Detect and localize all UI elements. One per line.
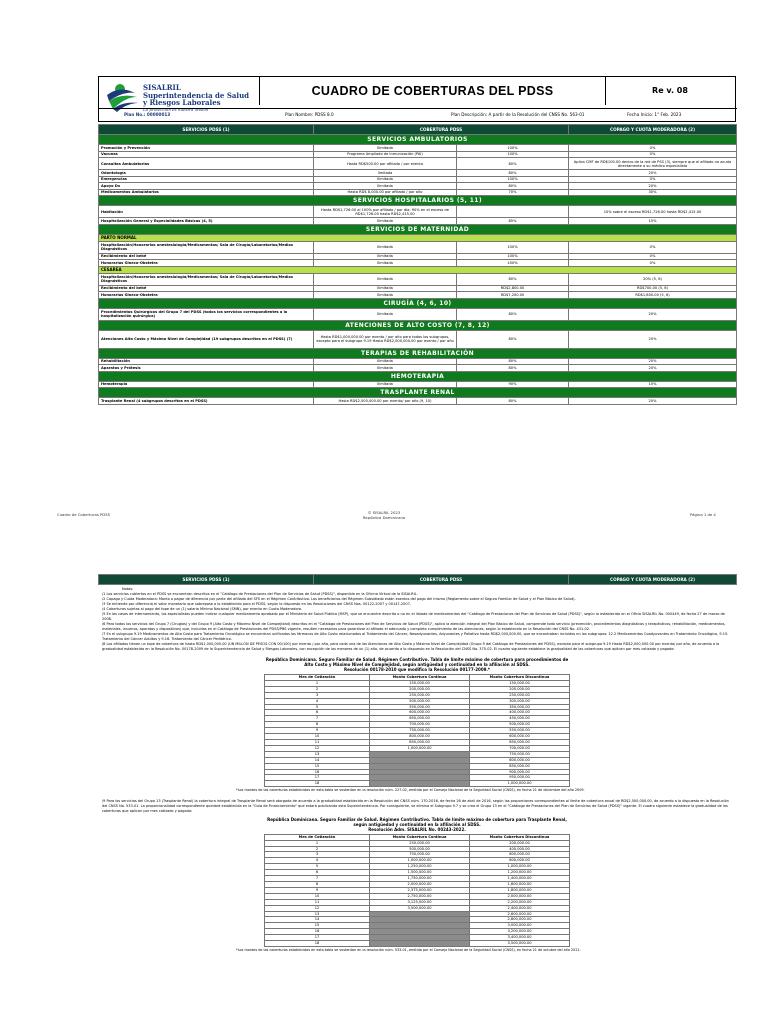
- notes-container: [98, 574, 736, 952]
- continuous-amount-cell: 1,000,000.00: [370, 858, 470, 864]
- section-header: [99, 371, 737, 381]
- coverage-row: [99, 308, 737, 320]
- service-cell: Rehabilitación: [99, 358, 314, 365]
- notes-heading: Notas:: [122, 587, 134, 591]
- table1-caption-line-3: Resolución 00178-2010 que modifica la Resolución 00177-2009.*: [343, 667, 491, 672]
- month-cell: 1: [265, 840, 370, 846]
- discontinuous-amount-cell: 200,000.00: [470, 686, 570, 692]
- coverage-row: [99, 241, 737, 253]
- table1-header-month: Mes de Cotización: [265, 675, 370, 681]
- coverage-percent-cell: 100%: [457, 151, 569, 158]
- copay-cell: 20%: [569, 398, 737, 405]
- continuous-amount-cell: 250,000.00: [370, 692, 470, 698]
- month-cell: 7: [265, 716, 370, 722]
- discontinuous-amount-cell: 2,400,000.00: [470, 905, 570, 911]
- section-title: ATENCIONES DE ALTO COSTO (7, 8, 12): [99, 320, 737, 330]
- section-title: TRASPLANTE RENAL: [99, 388, 737, 398]
- col-header-services-p2: SERVICIOS PDSS (1): [99, 575, 314, 585]
- month-cell: 8: [265, 722, 370, 728]
- service-cell: Habitación: [99, 206, 314, 218]
- col-header-coverage: COBERTURA PDSS: [314, 125, 569, 135]
- note-line: /4 Coberturas sujetas al pago del tope de un (1) salario Mínimo Nacional (SMN), por evento en Cuota Moderadora.: [102, 607, 303, 611]
- copay-cell: 0%: [569, 176, 737, 183]
- continuous-amount-cell: 700,000.00: [370, 722, 470, 728]
- discontinuous-amount-cell: 1,400,000.00: [470, 876, 570, 882]
- discontinuous-amount-cell: 300,000.00: [470, 698, 570, 704]
- continuous-amount-cell: 500,000.00: [370, 846, 470, 852]
- service-cell: Emergencias: [99, 176, 314, 183]
- copay-cell: Aplica CMF de RD$100.00 dentro de la red de PSS (3), siempre que el afiliado no acuda directamente a su médico especialista: [569, 158, 737, 170]
- col-header-copay-p2: COPAGO Y CUOTA MODERADORA (2): [569, 575, 737, 585]
- continuous-amount-cell: 500,000.00: [370, 698, 470, 704]
- coverage-row: [99, 273, 737, 285]
- continuous-amount-cell: 750,000.00: [370, 852, 470, 858]
- service-cell: Recibimiento del bebé: [99, 285, 314, 292]
- month-cell: 18: [265, 781, 370, 787]
- note-line: /1 Los servicios cubiertos en el PDSS se encuentran descritos en el "Catálogo de Prestaciones del Plan de Servicios de Salud (PDSS)", disponible en la Oficina Virtual de la SISALRIL.: [102, 592, 418, 596]
- coverage-limit-cell: Ilimitada: [314, 176, 457, 183]
- continuous-amount-cell: [370, 781, 470, 787]
- coverage-limit-cell: Hasta RD$1,726.00 al 100% por afiliado / por día; 90% en el exceso de RD$1,726.00 hasta RD$2,415.00: [314, 206, 457, 218]
- discontinuous-amount-cell: 850,000.00: [470, 763, 570, 769]
- discontinuous-amount-cell: 400,000.00: [470, 710, 570, 716]
- col-header-coverage-p2: COBERTURA PDSS: [314, 575, 569, 585]
- coverage-limit-cell: Hasta RD$1,000,000.00 por evento / por año para todos los subgrupos, excepto para el subgrupo 9.19 Hasta RD$2,000,000.00 por evento / por año: [314, 330, 457, 348]
- service-cell: Trasplante Renal (4 subgrupos descritos en el PDSS): [99, 398, 314, 405]
- service-cell: Aparatos y Prótesis: [99, 365, 314, 372]
- service-cell: Procedimientos Quirúrgicos del Grupo 7 del PDSS (todos los servicios correspondientes a la hospitalización quirúrgica): [99, 308, 314, 320]
- service-cell: Recibimiento del bebé: [99, 253, 314, 260]
- month-cell: 6: [265, 870, 370, 876]
- coverage-row: [99, 330, 737, 348]
- copay-cell: 0%: [569, 241, 737, 253]
- org-name-line-1: SISALRIL: [143, 83, 181, 92]
- coverage-percent-cell: 100%: [457, 145, 569, 152]
- discontinuous-amount-cell: 250,000.00: [470, 692, 570, 698]
- coverage-limit-cell: Ilimitada: [314, 358, 457, 365]
- subsection-label: CESAREA: [99, 266, 737, 273]
- subsection-header: [99, 266, 737, 273]
- month-cell: 13: [265, 751, 370, 757]
- coverage-percent-cell: 80%: [457, 358, 569, 365]
- revision-label: Re v. 08: [652, 86, 688, 95]
- section-title: TERAPIAS DE REHABILITACIÓN: [99, 348, 737, 358]
- discontinuous-amount-cell: 1,200,000.00: [470, 870, 570, 876]
- month-cell: 9: [265, 887, 370, 893]
- discontinuous-amount-cell: 450,000.00: [470, 716, 570, 722]
- coverage-limit-cell: Hasta RD$ 8,000.00 por afiliado / por año: [314, 189, 457, 196]
- coverage-percent-cell: 100%: [457, 241, 569, 253]
- continuous-amount-cell: 200,000.00: [370, 686, 470, 692]
- copay-cell: 0%: [569, 253, 737, 260]
- month-cell: 17: [265, 935, 370, 941]
- month-cell: 12: [265, 745, 370, 751]
- section-header: [99, 196, 737, 206]
- month-cell: 5: [265, 704, 370, 710]
- coverage-limit-cell: Ilimitada: [314, 308, 457, 320]
- note-line: /3 Se entiende por diferencia el valor monetario que sobrepase a lo establecido para el PDSS, según lo dispuesto en las Resoluciones del CNSS Nos. 00122-2007 y 00147-2007.: [102, 602, 411, 606]
- footer-country: República Dominicana: [362, 515, 406, 520]
- coverage-percent-cell: 100%: [457, 253, 569, 260]
- col-header-services: SERVICIOS PDSS (1): [99, 125, 314, 135]
- service-cell: Apoyo Dx: [99, 183, 314, 190]
- service-cell: Hospitalización General y Especialidades Básicas (4, 5): [99, 218, 314, 225]
- col-header-copay: COPAGO Y CUOTA MODERADORA (2): [569, 125, 737, 135]
- discontinuous-amount-cell: 2,800,000.00: [470, 917, 570, 923]
- discontinuous-amount-cell: 350,000.00: [470, 704, 570, 710]
- section-title: CIRUGÍA (4, 6, 10): [99, 298, 737, 308]
- coverage-limit-cell: Ilimitada: [314, 381, 457, 388]
- table2-caption-line-3: Resolución Adm. SISALRIL No. 00243-2022.: [368, 826, 466, 832]
- note-line: /8 Los afiliados tienen un tope de cobertura de hasta RD$1,000,000.00 (UN MILLÓN DE PESOS CON 00/100) por evento / por año, para cada una de las Atenciones de Alto Costo y Máximo Nivel de Complejidad (Grupo 9 del Catálogo de Prestaciones del PDSS), excepto para el subgrupo 9.19 Hasta RD$2,000,000.00 por evento/ por año, de acuerdo a la gradualidad establecida en la Resolución No. 00178-2009 de la Superintendencia de Salud y Riesgos Laborales, con excepción de los menores de un (1) año, de acuerdo a lo dispuesto en la Resolución del CNSS No. 375-02. El cuadro siguiente establece la gradualidad de las coberturas que aplican por mes cotizado y pagado:: [102, 642, 720, 651]
- document-title: CUADRO DE COBERTURAS DEL PDSS: [259, 77, 606, 105]
- month-cell: 14: [265, 757, 370, 763]
- coverage-percent-cell: 80%: [457, 365, 569, 372]
- discontinuous-amount-cell: 800,000.00: [470, 757, 570, 763]
- discontinuous-amount-cell: 500,000.00: [470, 722, 570, 728]
- month-cell: 1: [265, 680, 370, 686]
- service-cell: Honorarios Gineco-Obstetra: [99, 292, 314, 299]
- section-header: [99, 320, 737, 330]
- org-name-line-2: Superintendencia de Salud: [143, 90, 250, 100]
- table2-header-continuous: Monto Cobertura Continua: [370, 834, 470, 840]
- service-cell: Hospitalización/Honorarios anestesiología/Medicamentos/ Sala de Cirugía/Laboratorios/Medios Diagnósticos: [99, 241, 314, 253]
- section-header: [99, 298, 737, 308]
- copay-cell: 20%: [569, 358, 737, 365]
- month-cell: 8: [265, 881, 370, 887]
- discontinuous-amount-cell: 550,000.00: [470, 728, 570, 734]
- continuous-amount-cell: 850,000.00: [370, 739, 470, 745]
- section-header: [99, 348, 737, 358]
- copay-cell: 30%: [569, 189, 737, 196]
- note-line: /2 Copago y Cuota Moderadora: Monto a pagar de diferencia por parte del afiliado del SFS en el Régimen Contributivo. Los beneficiarios del Régimen Subsidiado están exentos del pago del mismo (Reglamento sobre el Seguro Familiar de Salud y el Plan Básico de Salud).: [102, 597, 576, 601]
- plan-info-row: [99, 108, 737, 121]
- coverage-percent-cell: RD$7,200.00: [457, 292, 569, 299]
- table2-header-month: Mes de Cotización: [265, 834, 370, 840]
- table1-footnote: *Los montos de las coberturas establecidas en esta tabla se sustentan en la resolución núm. 227-02, emitida por el Consejo Nacional de la Seguridad Social (CNSS), en fecha 21 de diciembre del año 2009.: [236, 788, 585, 793]
- continuous-amount-cell: 150,000.00: [370, 680, 470, 686]
- continuous-amount-cell: 2,000,000.00: [370, 881, 470, 887]
- copay-cell: 15%: [569, 218, 737, 225]
- plan-name: Plan Nombre: PDSS 8.0: [285, 112, 334, 117]
- month-cell: 4: [265, 858, 370, 864]
- coverage-row: [99, 398, 737, 405]
- table2-header-discontinuous: Monto Cobertura Discontinua: [470, 834, 570, 840]
- continuous-amount-cell: 1,250,000.00: [370, 864, 470, 870]
- coverage-limit-cell: Hasta RD$2,500,000.00 por evento/ por año (9, 10): [314, 398, 457, 405]
- table2-footnote: *Los montos de las coberturas establecidas en esta tabla se sustentan en la resolución núm. 533-01, emitida por el Consejo Nacional de la Seguridad Social (CNSS), en fecha 21 de octubre del año 2021.: [236, 947, 581, 952]
- service-cell: Odontología: [99, 170, 314, 177]
- copay-cell: 10% sobre el exceso RD$1,726.00 hasta RD$2,415.00: [569, 206, 737, 218]
- continuous-amount-cell: 550,000.00: [370, 704, 470, 710]
- plan-start-date: Fecha Inicio: 1° Feb. 2023: [627, 112, 682, 117]
- coverage-percent-cell: 80%: [457, 330, 569, 348]
- copay-cell: 0%: [569, 260, 737, 267]
- coverage-limit-cell: limitada: [314, 170, 457, 177]
- table2-row: [265, 941, 570, 947]
- coverage-limit-cell: Ilimitada: [314, 285, 457, 292]
- table2-trasplante-coverage: [264, 834, 570, 947]
- month-cell: 18: [265, 941, 370, 947]
- coverage-limit-cell: Ilimitada: [314, 183, 457, 190]
- coverage-limit-cell: Ilimitada: [314, 253, 457, 260]
- coverage-percent-cell: 80%: [457, 158, 569, 170]
- discontinuous-amount-cell: 1,000,000.00: [470, 781, 570, 787]
- table1-row: [265, 781, 570, 787]
- table1-header-continuous: Monto Cobertura Continua: [370, 675, 470, 681]
- section-title: HEMOTERAPIA: [99, 371, 737, 381]
- coverage-table-container: [98, 124, 736, 405]
- discontinuous-amount-cell: 900,000.00: [470, 769, 570, 775]
- discontinuous-amount-cell: 700,000.00: [470, 745, 570, 751]
- month-cell: 16: [265, 929, 370, 935]
- month-cell: 11: [265, 899, 370, 905]
- coverage-percent-cell: 80%: [457, 183, 569, 190]
- discontinuous-amount-cell: 2,000,000.00: [470, 893, 570, 899]
- month-cell: 10: [265, 893, 370, 899]
- continuous-amount-cell: [370, 941, 470, 947]
- coverage-row: [99, 158, 737, 170]
- continuous-amount-cell: 250,000.00: [370, 840, 470, 846]
- copay-cell: 20%: [569, 183, 737, 190]
- month-cell: 17: [265, 775, 370, 781]
- month-cell: 6: [265, 710, 370, 716]
- continuous-amount-cell: 800,000.00: [370, 734, 470, 740]
- coverage-percent-cell: 100%: [457, 176, 569, 183]
- org-tagline: La protección es nuestra Misión: [143, 107, 209, 112]
- continuous-amount-cell: 1,750,000.00: [370, 876, 470, 882]
- table1-caption: [98, 657, 736, 672]
- discontinuous-amount-cell: 150,000.00: [470, 680, 570, 686]
- coverage-limit-cell: Ilimitada: [314, 241, 457, 253]
- coverage-limit-cell: Ilimitada: [314, 365, 457, 372]
- copay-cell: RD$1,800.00 (5, 6): [569, 292, 737, 299]
- discontinuous-amount-cell: 1,600,000.00: [470, 881, 570, 887]
- section-title: SERVICIOS DE MATERNIDAD: [99, 224, 737, 234]
- discontinuous-amount-cell: 3,400,000.00: [470, 935, 570, 941]
- table1-caption-line-1: República Dominicana. Seguro Familiar de Salud. Régimen Contributivo. Tabla de límite máximo de cobertura para procedimientos de: [265, 657, 569, 662]
- section-title: SERVICIOS AMBULATORIOS: [99, 135, 737, 145]
- coverage-limit-cell: Hasta RD$500.00 por afiliado / por evento: [314, 158, 457, 170]
- subsection-label: PARTO NORMAL: [99, 234, 737, 241]
- table1-alto-costo-coverage: [264, 674, 570, 787]
- discontinuous-amount-cell: 1,000,000.00: [470, 864, 570, 870]
- discontinuous-amount-cell: 2,200,000.00: [470, 899, 570, 905]
- copay-cell: 20%: [569, 170, 737, 177]
- section-header: [99, 388, 737, 398]
- month-cell: 2: [265, 686, 370, 692]
- coverage-percent-cell: 80%: [457, 273, 569, 285]
- coverage-percent-cell: 70%: [457, 189, 569, 196]
- table1-header-discontinuous: Monto Cobertura Discontinua: [470, 675, 570, 681]
- coverage-limit-cell: Ilimitada: [314, 260, 457, 267]
- service-cell: Atenciones Alto Costo y Máximo Nivel de Complejidad (19 subgrupos descritos en el PDSS) (7): [99, 330, 314, 348]
- continuous-amount-cell: 1,000,000.00: [370, 745, 470, 751]
- month-cell: 15: [265, 923, 370, 929]
- coverage-row: [99, 206, 737, 218]
- coverage-percent-cell: RD$2,800.00: [457, 285, 569, 292]
- page-2: [0, 510, 768, 1024]
- section-header: [99, 135, 737, 145]
- discontinuous-amount-cell: 200,000.00: [470, 840, 570, 846]
- copay-cell: 20%: [569, 365, 737, 372]
- table1-caption-line-2: Alto Costo y Máximo Nivel de Complejidad, según antigüedad y continuidad en la afiliación al SDSS.: [304, 662, 530, 667]
- month-cell: 7: [265, 876, 370, 882]
- table2-caption-line-2: según antigüedad y continuidad en la afiliación al SDSS.: [353, 821, 481, 827]
- notes-table-header: [98, 574, 737, 585]
- note-line: /7 En el subgrupo 9.19 Medicamentos de Alto Costo para Tratamiento Oncológico se encuentran unificados los fármacos de Alto Costo relacionados al Tratamiento del Cáncer, Neoadyuvantes, Adyuvantes y Paliativo hasta RD$2,000,000.00, que se encontraban incluidos en los subgrupos: 12.2 Medicamentos Coadyuvantes en Tratamiento Oncológico, 9.15. Tratamiento del Cáncer Adultos y 9.16. Tratamiento del Cáncer Pediátrico.: [102, 632, 729, 641]
- month-cell: 4: [265, 698, 370, 704]
- service-cell: Hospitalización/Honorarios anestesiología/Medicamentos/ Sala de Cirugía/Laboratorios/Medios Diagnósticos: [99, 273, 314, 285]
- copay-cell: 10%: [569, 381, 737, 388]
- month-cell: 15: [265, 763, 370, 769]
- section-header: [99, 224, 737, 234]
- footer-left: Cuadro de Coberturas PDSS: [57, 512, 111, 517]
- continuous-amount-cell: 600,000.00: [370, 710, 470, 716]
- coverage-table-header: [99, 125, 737, 135]
- document-header: [98, 76, 736, 122]
- copay-cell: RD$700.00 (5, 6): [569, 285, 737, 292]
- discontinuous-amount-cell: 950,000.00: [470, 775, 570, 781]
- discontinuous-amount-cell: 1,800,000.00: [470, 887, 570, 893]
- service-cell: Vacunas: [99, 151, 314, 158]
- plan-description: Plan Descripción: A partir de la Resolución del CNSS No. 563-01: [451, 112, 585, 117]
- coverage-limit-cell: Programa Ampliado de Inmunización (PAI): [314, 151, 457, 158]
- service-cell: Promoción y Prevención: [99, 145, 314, 152]
- coverage-limit-cell: Ilimitada: [314, 273, 457, 285]
- plan-number: Plan No.: 00000013: [124, 112, 171, 117]
- month-cell: 5: [265, 864, 370, 870]
- discontinuous-amount-cell: 3,000,000.00: [470, 923, 570, 929]
- coverage-limit-cell: Ilimitada: [314, 145, 457, 152]
- month-cell: 16: [265, 769, 370, 775]
- table2-caption: [98, 817, 736, 832]
- discontinuous-amount-cell: 400,000.00: [470, 846, 570, 852]
- continuous-amount-cell: 3,125,000.00: [370, 899, 470, 905]
- service-cell: Hemoterapia: [99, 381, 314, 388]
- month-cell: 14: [265, 917, 370, 923]
- coverage-percent-cell: 80%: [457, 308, 569, 320]
- notes-block: [98, 585, 736, 654]
- continuous-amount-cell: 3,500,000.00: [370, 905, 470, 911]
- note-9-paragraph: /9 Para los servicios del Grupo 13 (Trasplante Renal) la cobertura integral de Trasplante Renal será otorgada de acuerdo a la gradualidad establecida en la Resolución del CNSS núm. 170-2016, de fecha 26 de abril de 2016, según las proporciones correspondientes al límite de cobertura anual de RD$2,500,000.00, de acuerdo a lo dispuesto en la Resolución del CNSS No. 533-01. La proporcionalidad correspondiente quedará establecida en la "Guía de Financiamiento" que estará publicando esta Superintendencia. Por consiguiente, se elimina el Subgrupo 9.7 y se crea el Grupo 13 en el "Catálogo de Prestaciones del Plan de Servicios de Salud (PDSS)" vigente. El cuadro siguiente establece la gradualidad de las coberturas que aplican por mes cotizado y pagado:: [102, 798, 729, 813]
- subsection-header: [99, 234, 737, 241]
- discontinuous-amount-cell: 3,200,000.00: [470, 929, 570, 935]
- note-line: /5 En los casos de internamiento, los especialistas pueden indicar cualquier medicamento aprobado por el Ministerio de Salud Pública (MSP), que se encuentre descrito o no en el listado de medicamentos del "Catálogo de Prestaciones del Plan de Servicios de Salud (PDSS)", según lo establecido en el Oficio SISALRIL No. 000449, de fecha 27 de marzo de 2008.: [102, 612, 725, 621]
- table2-caption-line-1: República Dominicana. Seguro Familiar de Salud. Régimen Contributivo. Tabla de límite máximo de cobertura para Trasplante Renal,: [267, 816, 567, 822]
- coverage-limit-cell: Ilimitada: [314, 218, 457, 225]
- copay-cell: 0%: [569, 151, 737, 158]
- discontinuous-amount-cell: 2,600,000.00: [470, 911, 570, 917]
- discontinuous-amount-cell: 750,000.00: [470, 751, 570, 757]
- continuous-amount-cell: 750,000.00: [370, 728, 470, 734]
- coverage-table: [98, 124, 737, 405]
- continuous-amount-cell: 650,000.00: [370, 716, 470, 722]
- month-cell: 11: [265, 739, 370, 745]
- note-line: /6 Para todos los servicios del Grupo 7 (Cirugías) y del Grupo 9 (Alto Costo y Máximo Nivel de Complejidad) descritos en el "Catálogo de Prestaciones del Plan de Servicios de Salud (PDSS)", aplica la atención integral del Plan Básico de Salud, comprende todo servicio (prevención, procedimientos diagnósticos y terapéuticos, rehabilitación, medicamentos, materiales, insumos, aparatos y dispositivos) que, incluidos en el Catálogo de Prestaciones del PDSS/PBS vigente, resulten necesarios para garantizar al afiliado el adecuado y completo cumplimiento de las atenciones, según lo establecido en la Resolución del CNSS No. 431-02.: [102, 622, 726, 631]
- coverage-percent-cell: 85%: [457, 218, 569, 225]
- discontinuous-amount-cell: 650,000.00: [470, 739, 570, 745]
- month-cell: 10: [265, 734, 370, 740]
- discontinuous-amount-cell: 3,500,000.00: [470, 941, 570, 947]
- coverage-percent-cell: 80%: [457, 398, 569, 405]
- month-cell: 3: [265, 852, 370, 858]
- copay-cell: 20%: [569, 330, 737, 348]
- coverage-percent-cell: 90%: [457, 381, 569, 388]
- coverage-limit-cell: Ilimitada: [314, 292, 457, 299]
- continuous-amount-cell: 1,500,000.00: [370, 870, 470, 876]
- service-cell: Honorarios Gineco-Obstetra: [99, 260, 314, 267]
- footer-copyright: © SISALRIL 2023: [367, 510, 401, 515]
- org-name-line-3: y Riesgos Laborales: [143, 98, 221, 107]
- month-cell: 2: [265, 846, 370, 852]
- discontinuous-amount-cell: 600,000.00: [470, 852, 570, 858]
- continuous-amount-cell: 2,750,000.00: [370, 893, 470, 899]
- coverage-percent-cell: 100%: [457, 260, 569, 267]
- copay-cell: 20%: [569, 308, 737, 320]
- coverage-percent-cell: [457, 206, 569, 218]
- continuous-amount-cell: 2,375,000.00: [370, 887, 470, 893]
- section-title: SERVICIOS HOSPITALARIOS (5, 11): [99, 196, 737, 206]
- service-cell: Consultas Ambulatorias: [99, 158, 314, 170]
- discontinuous-amount-cell: 800,000.00: [470, 858, 570, 864]
- month-cell: 13: [265, 911, 370, 917]
- month-cell: 12: [265, 905, 370, 911]
- copay-cell: 20% (5, 6): [569, 273, 737, 285]
- service-cell: Medicamentos Ambulatorios: [99, 189, 314, 196]
- copay-cell: 0%: [569, 145, 737, 152]
- month-cell: 3: [265, 692, 370, 698]
- coverage-percent-cell: 80%: [457, 170, 569, 177]
- discontinuous-amount-cell: 600,000.00: [470, 734, 570, 740]
- footer-page-number: Página 1 de 4: [690, 512, 716, 517]
- month-cell: 9: [265, 728, 370, 734]
